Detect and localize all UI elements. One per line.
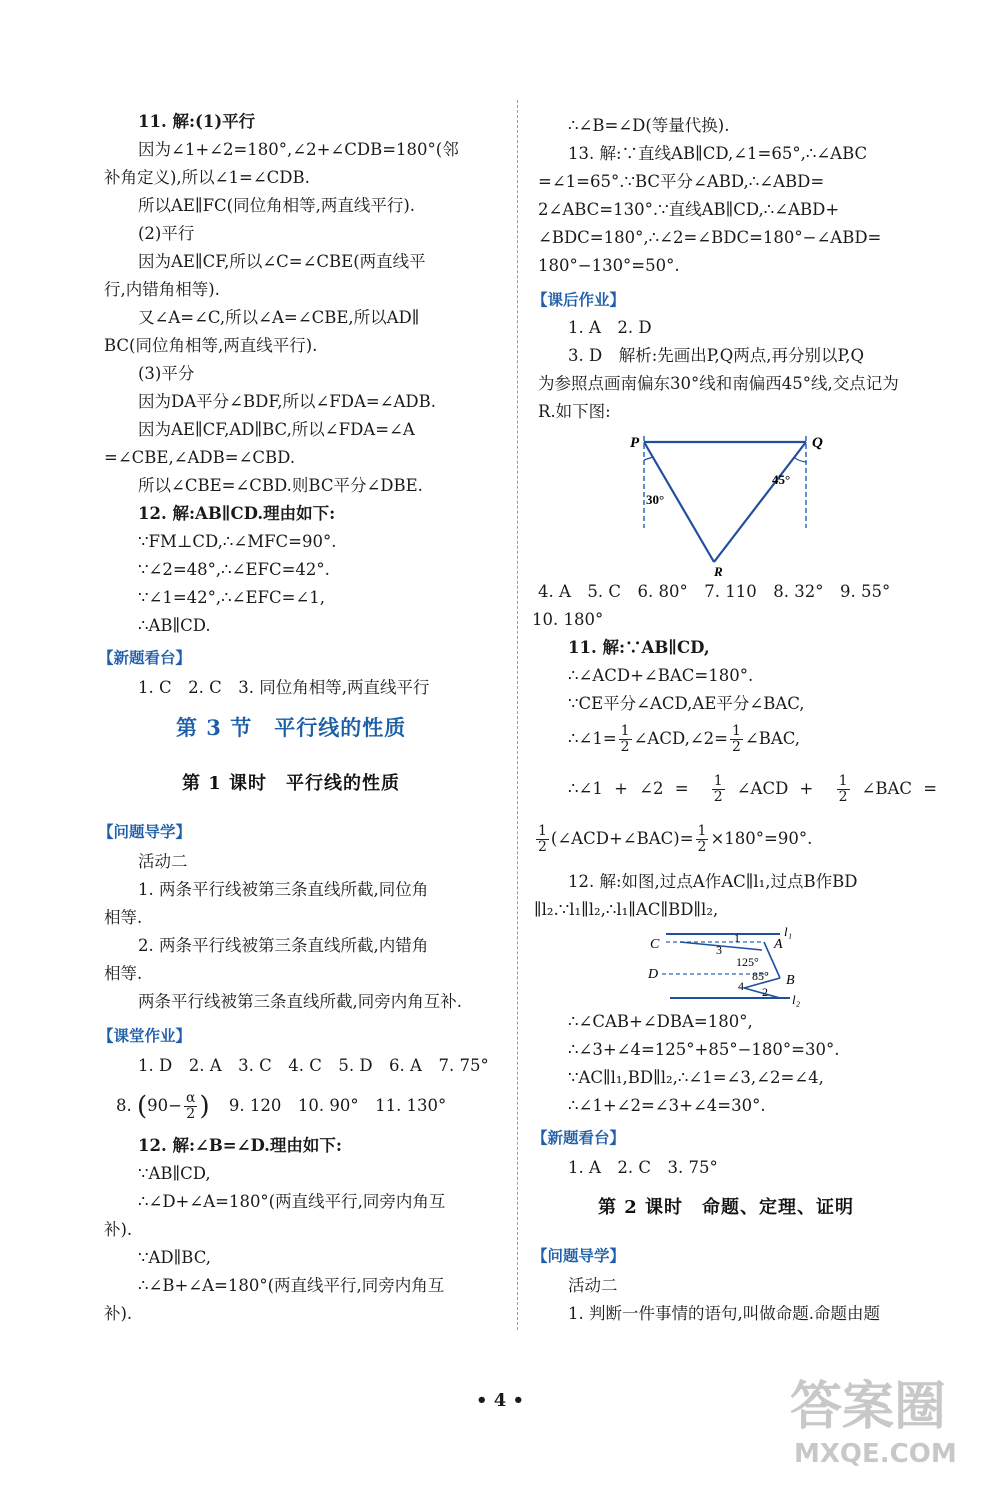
answers-rest: 9. 120 10. 90° 11. 130° (228, 1096, 447, 1115)
text-line-frac: $\frac{1}{2}$ (∠ACD+∠BAC)= $\frac{1}{2}$ ×180°=90°. (538, 823, 813, 855)
q12-line: ∵∠2=48°,∴∠EFC=42°. (138, 560, 330, 579)
svg-text:4: 4 (738, 979, 744, 993)
q11-line: BC(同位角相等,两直线平行). (104, 336, 318, 355)
svg-text:1: 1 (734, 931, 740, 945)
text-line: R.如下图: (538, 402, 611, 421)
answers-row: 1. C 2. C 3. 同位角相等,两直线平行 (138, 678, 430, 697)
text-line: ∵CE平分∠ACD,AE平分∠BAC, (568, 694, 805, 713)
answers-row-8: 8. (90− $\frac{\alpha}{2}$ ) 9. 120 10. 90° 11. 130° (116, 1090, 447, 1122)
parallel-lines-figure (640, 924, 940, 1008)
svg-text:3: 3 (716, 943, 722, 957)
text-line: 补). (104, 1220, 133, 1239)
answers-row: 10. 180° (532, 610, 604, 629)
answers-row: 1. A 2. D (568, 318, 652, 337)
text-line: 3. D 解析:先画出P,Q两点,再分别以P,Q (568, 346, 865, 365)
angle-30: 30° (646, 492, 665, 507)
q11-line: 因为∠1+∠2=180°,∠2+∠CDB=180°(邻 (138, 140, 459, 159)
svg-text:85°: 85° (752, 969, 769, 983)
tag-ketangzuoye: 【课堂作业】 (98, 1026, 192, 1045)
q11-line: =∠CBE,∠ADB=∠CBD. (104, 448, 296, 467)
tag-xintikantai: 【新题看台】 (98, 648, 192, 667)
text-line-frac: ∴∠1= $\frac{1}{2}$ ∠ACD,∠2= $\frac{1}{2}$ ∠BAC, (568, 723, 801, 755)
tag-kehouzuoye: 【课后作业】 (532, 290, 626, 309)
text-line: 1. 判断一件事情的语句,叫做命题.命题由题 (568, 1304, 880, 1323)
q12-title: 12. 解:AB∥CD.理由如下: (138, 504, 336, 523)
answers-row: 1. D 2. A 3. C 4. C 5. D 6. A 7. 75° (138, 1056, 489, 1075)
q12-line: ∴AB∥CD. (138, 616, 211, 635)
page-number: • 4 • (475, 1390, 525, 1411)
fraction: $\frac{1}{2}$ (697, 823, 707, 855)
text-line: ∴∠D+∠A=180°(两直线平行,同旁内角互 (138, 1192, 446, 1211)
q12-line: ∵∠1=42°,∴∠EFC=∠1, (138, 588, 325, 607)
text-line: 1. 两条平行线被第三条直线所截,同位角 (138, 880, 429, 899)
q11-title: 11. 解:(1)平行 (138, 112, 256, 131)
q11-line: 所以AE∥FC(同位角相等,两直线平行). (138, 196, 416, 215)
lesson-title: 第 2 课时 命题、定理、证明 (598, 1197, 855, 1218)
text-line: ∴∠B=∠D(等量代换). (568, 116, 730, 135)
fraction: $\frac{1}{2}$ (713, 773, 723, 805)
q11-line: 因为DA平分∠BDF,所以∠FDA=∠ADB. (138, 392, 437, 411)
svg-text:A: A (774, 937, 783, 952)
q13-line: ∠BDC=180°,∴∠2=∠BDC=180°−∠ABD= (538, 228, 882, 247)
q12-line: ∵FM⊥CD,∴∠MFC=90°. (138, 532, 337, 551)
q13-line: =∠1=65°.∵BC平分∠ABD,∴∠ABD= (538, 172, 825, 191)
label-Q: Q (812, 435, 823, 451)
svg-text:D: D (648, 967, 659, 982)
answers-row: 4. A 5. C 6. 80° 7. 110 8. 32° 9. 55° (538, 582, 891, 601)
watermark-logo (782, 1362, 982, 1472)
q8-label: 8. (116, 1096, 132, 1115)
activity-label: 活动二 (568, 1276, 618, 1295)
q11-line: 又∠A=∠C,所以∠A=∠CBE,所以AD∥ (138, 308, 420, 327)
text-line: 相等. (104, 964, 143, 983)
q11-title: 11. 解:∵AB∥CD, (568, 638, 710, 657)
text-line: 2. 两条平行线被第三条直线所截,内错角 (138, 936, 429, 955)
q13-line: 13. 解:∵直线AB∥CD,∠1=65°,∴∠ABC (568, 144, 868, 163)
watermark-url: MXQE.COM (794, 1439, 957, 1469)
text-line: ∴∠B+∠A=180°(两直线平行,同旁内角互 (138, 1276, 445, 1295)
label-P: P (630, 435, 640, 451)
q11-line: 行,内错角相等). (104, 280, 220, 299)
text-line: 为参照点画南偏东30°线和南偏西45°线,交点记为 (538, 374, 899, 393)
text-line: 12. 解:如图,过点A作AC∥l₁,过点B作BD (568, 872, 858, 891)
triangle-figure (620, 428, 880, 578)
text-line: ∵AC∥l₁,BD∥l₂,∴∠1=∠3,∠2=∠4, (568, 1068, 824, 1087)
svg-text:125°: 125° (736, 955, 759, 969)
svg-text:B: B (786, 973, 795, 988)
svg-text:l₁: l₁ (784, 924, 793, 939)
fraction: $\frac{1}{2}$ (838, 773, 848, 805)
svg-text:l₂: l₂ (792, 992, 801, 1007)
label-R: R (714, 564, 723, 578)
q13-line: 2∠ABC=130°.∵直线AB∥CD,∴∠ABD+ (538, 200, 840, 219)
q11-line: 所以∠CBE=∠CBD.则BC平分∠DBE. (138, 476, 423, 495)
tag-xintikantai: 【新题看台】 (532, 1128, 626, 1147)
angle-45: 45° (772, 472, 791, 487)
lesson-title: 第 1 课时 平行线的性质 (182, 773, 401, 794)
text-line: ∴∠CAB+∠DBA=180°, (568, 1012, 753, 1031)
q11-line: (2)平行 (138, 224, 195, 243)
q11-line: 补角定义),所以∠1=∠CDB. (104, 168, 310, 187)
fraction: $\frac{1}{2}$ (620, 723, 630, 755)
section-title: 第 3 节 平行线的性质 (176, 715, 407, 740)
text-line: 相等. (104, 908, 143, 927)
text-line: 补). (104, 1304, 133, 1323)
text-line: ∴∠3+∠4=125°+85°−180°=30°. (568, 1040, 840, 1059)
activity-label: 活动二 (138, 852, 188, 871)
text-line: ∴∠ACD+∠BAC=180°. (568, 666, 754, 685)
fraction: $\frac{1}{2}$ (731, 723, 741, 755)
q12-title: 12. 解:∠B=∠D.理由如下: (138, 1136, 343, 1155)
svg-text:C: C (650, 937, 660, 952)
tag-wentidaoxue: 【问题导学】 (532, 1246, 626, 1265)
q11-line: (3)平分 (138, 364, 195, 383)
text-line: ∥l₂.∵l₁∥l₂,∴l₁∥AC∥BD∥l₂, (534, 900, 719, 919)
watermark-text: 答案圈 (790, 1377, 947, 1437)
tag-wentidaoxue: 【问题导学】 (98, 822, 192, 841)
text-line: ∵AD∥BC, (138, 1248, 211, 1267)
answers-row: 1. A 2. C 3. 75° (568, 1158, 718, 1177)
q11-line: 因为AE∥CF,所以∠C=∠CBE(两直线平 (138, 252, 426, 271)
q11-line: 因为AE∥CF,AD∥BC,所以∠FDA=∠A (138, 420, 415, 439)
q8-expr: 90− (147, 1096, 182, 1115)
fraction: $\frac{1}{2}$ (538, 823, 547, 855)
text-line-frac: ∴∠1 + ∠2 = $\frac{1}{2}$ ∠ACD + $\frac{1}{2}$ ∠BAC = (568, 773, 938, 805)
text-line: ∴∠1+∠2=∠3+∠4=30°. (568, 1096, 766, 1115)
text-line: 两条平行线被第三条直线所截,同旁内角互补. (138, 992, 462, 1011)
fraction: $\frac{\alpha}{2}$ (185, 1090, 196, 1122)
column-divider (517, 100, 518, 1330)
svg-text:2: 2 (762, 985, 768, 999)
q13-line: 180°−130°=50°. (538, 256, 680, 275)
text-line: ∵AB∥CD, (138, 1164, 211, 1183)
